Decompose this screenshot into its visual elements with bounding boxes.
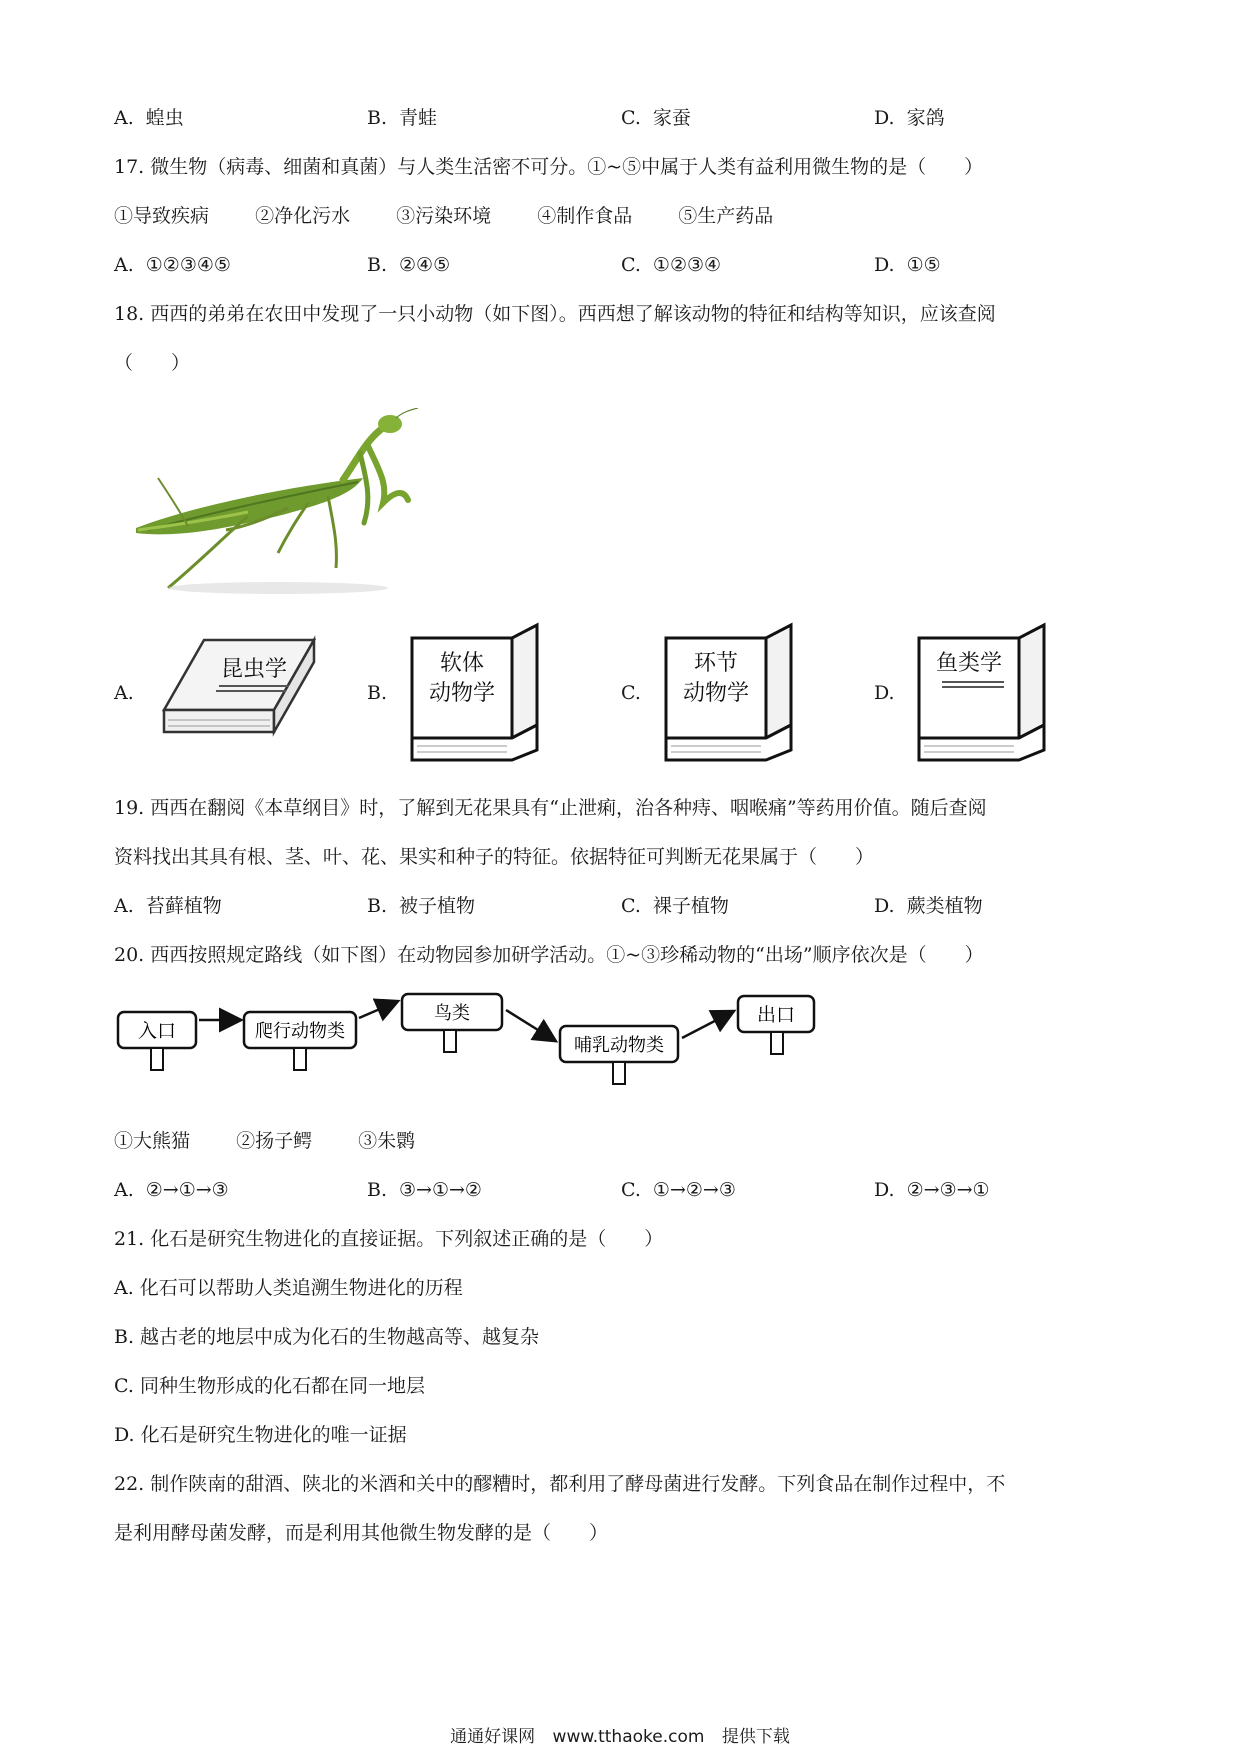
q21-option-d: D. 化石是研究生物进化的唯一证据 xyxy=(114,1424,407,1446)
q21-option-a: A. 化石可以帮助人类追溯生物进化的历程 xyxy=(114,1277,463,1299)
flow-exit-label: 出口 xyxy=(756,1004,796,1026)
q16-option-b: B. 青蛙 xyxy=(367,107,438,129)
footer-url[interactable]: www.tthaoke.com xyxy=(552,1727,705,1747)
q16-option-c: C. 家蚕 xyxy=(621,107,691,129)
q20-option-b: B. ③→①→② xyxy=(367,1179,482,1201)
q20-option-a: A. ②→①→③ xyxy=(114,1179,229,1201)
q20-option-d: D. ②→③→① xyxy=(874,1179,990,1201)
q17-option-a: A. ①②③④⑤ xyxy=(114,254,231,276)
q19-option-c: C. 裸子植物 xyxy=(621,895,729,917)
q17-item: ④制作食品 xyxy=(537,205,633,227)
q18-option-a: A. 昆虫学 xyxy=(114,620,354,770)
q18-options xyxy=(114,620,1130,770)
q20-item: ③朱鹮 xyxy=(358,1130,416,1152)
q16-options xyxy=(114,104,1130,132)
q17-items xyxy=(114,202,813,230)
q18-option-c: C. 环节 动物学 xyxy=(621,620,861,770)
q17-item: ⑤生产药品 xyxy=(678,205,774,227)
q18-stem-line2: （ ） xyxy=(114,352,191,374)
q16-option-d: D. 家鸽 xyxy=(874,107,945,129)
q18-option-b: B. 软体 动物学 xyxy=(367,620,607,770)
q20-stem: 20. 西西按照规定路线（如下图）在动物园参加研学活动。①~③珍稀动物的“出场”顺序依次是（ ） xyxy=(114,944,984,966)
footer-site-name: 通通好课网 xyxy=(450,1727,536,1747)
q21-stem: 21. 化石是研究生物进化的直接证据。下列叙述正确的是（ ） xyxy=(114,1228,664,1250)
flow-mammals-label: 哺乳动物类 xyxy=(574,1035,664,1056)
q17-item: ②净化污水 xyxy=(255,205,351,227)
flow-reptiles-label: 爬行动物类 xyxy=(255,1021,345,1042)
footer-note: 提供下载 xyxy=(721,1727,790,1747)
q17-item: ③污染环境 xyxy=(396,205,492,227)
book-icon xyxy=(904,620,1104,770)
q20-items xyxy=(114,1127,455,1155)
q17-stem: 17. 微生物（病毒、细菌和真菌）与人类生活密不可分。①~⑤中属于人类有益利用微生物的是（ ） xyxy=(114,156,984,178)
book-title-line1: 昆虫学 xyxy=(220,657,288,682)
book-icon xyxy=(397,620,597,770)
q17-option-d: D. ①⑤ xyxy=(874,254,941,276)
q19-option-a: A. 苔藓植物 xyxy=(114,895,222,917)
q20-item: ①大熊猫 xyxy=(114,1130,191,1152)
q17-option-b: B. ②④⑤ xyxy=(367,254,451,276)
book-icon xyxy=(651,620,851,770)
flow-birds-label: 鸟类 xyxy=(434,1003,470,1024)
book-title-line1: 软体 xyxy=(439,651,485,676)
book-icon xyxy=(144,620,344,770)
q22-stem-line1: 22. 制作陕南的甜酒、陕北的米酒和关中的醪糟时，都利用了酵母菌进行发酵。下列食品在制作过程中，不 xyxy=(114,1473,1006,1495)
q20-options xyxy=(114,1176,1130,1204)
q18-stem-line1: 18. 西西的弟弟在农田中发现了一只小动物（如下图）。西西想了解该动物的特征和结构等知识，应该查阅 xyxy=(114,303,996,325)
q19-stem-line1: 19. 西西在翻阅《本草纲目》时，了解到无花果具有“止泄痢，治各种痔、咽喉痛”等药用价值。随后查阅 xyxy=(114,797,987,819)
q17-item: ①导致疾病 xyxy=(114,205,210,227)
page-footer xyxy=(0,1722,1240,1747)
q19-stem-line2: 资料找出其具有根、茎、叶、花、果实和种子的特征。依据特征可判断无花果属于（ ） xyxy=(114,846,875,868)
praying-mantis-image xyxy=(128,408,418,598)
q18-option-d: D. 鱼类学 xyxy=(874,620,1114,770)
book-title-line2: 动物学 xyxy=(428,681,496,706)
q21-option-c: C. 同种生物形成的化石都在同一地层 xyxy=(114,1375,425,1397)
q22-stem-line2: 是利用酵母菌发酵，而是利用其他微生物发酵的是（ ） xyxy=(114,1522,609,1544)
q17-options xyxy=(114,251,1130,279)
book-title-line1: 鱼类学 xyxy=(935,651,1003,676)
q19-options xyxy=(114,892,1130,920)
q19-option-d: D. 蕨类植物 xyxy=(874,895,983,917)
zoo-route-diagram xyxy=(114,990,874,1090)
book-title-line2: 动物学 xyxy=(682,681,750,706)
flow-entrance-label: 入口 xyxy=(137,1020,177,1042)
q17-option-c: C. ①②③④ xyxy=(621,254,722,276)
q19-option-b: B. 被子植物 xyxy=(367,895,476,917)
book-title-line1: 环节 xyxy=(693,651,739,676)
q21-option-b: B. 越古老的地层中成为化石的生物越高等、越复杂 xyxy=(114,1326,540,1348)
q16-option-a: A. 蝗虫 xyxy=(114,107,184,129)
q20-option-c: C. ①→②→③ xyxy=(621,1179,736,1201)
q20-item: ②扬子鳄 xyxy=(236,1130,313,1152)
